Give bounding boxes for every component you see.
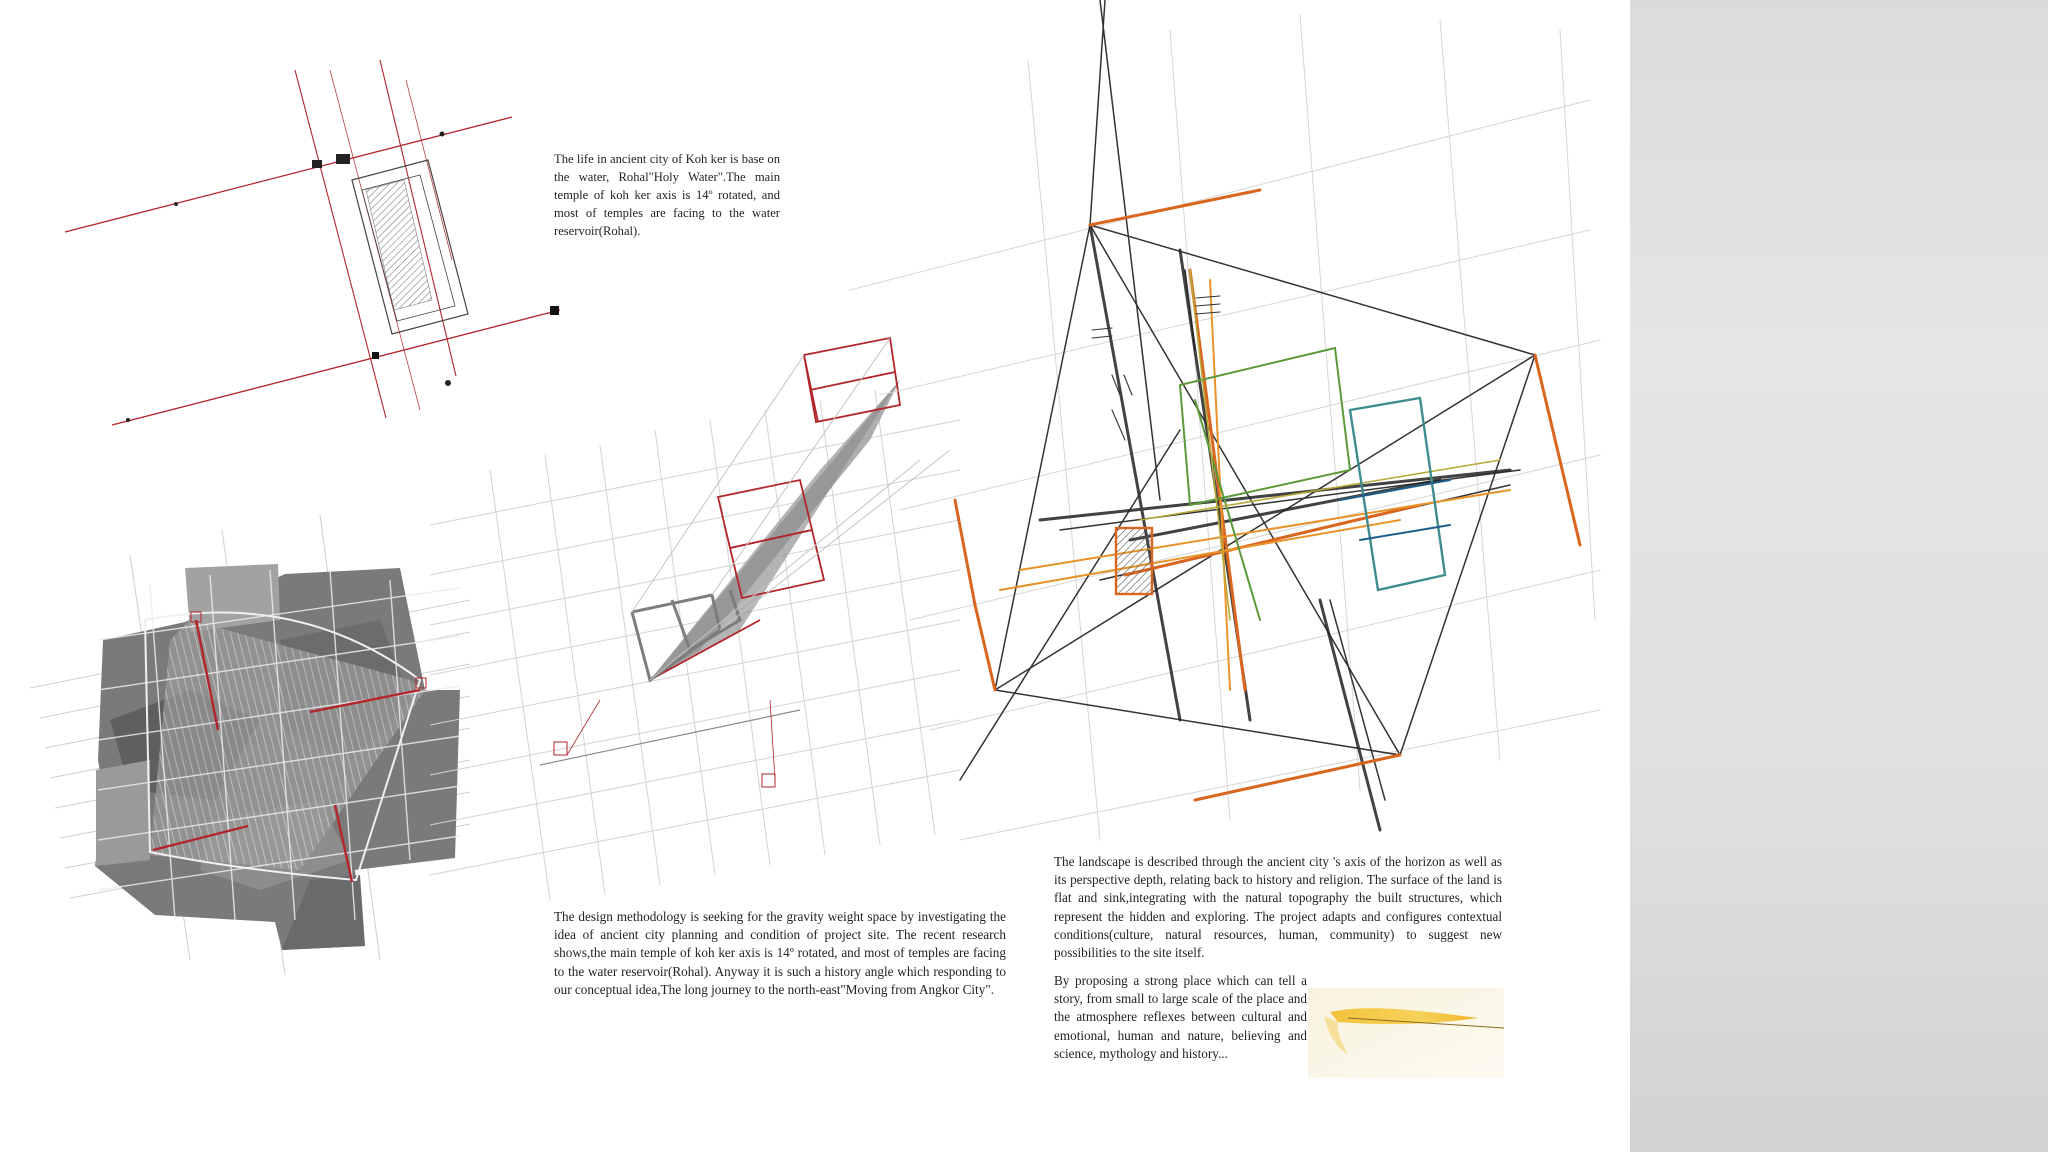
yellow-brush-stroke-image <box>1308 988 1504 1078</box>
side-panel <box>1630 0 2048 1152</box>
conceptual-sketch <box>850 0 1600 840</box>
satellite-site-map <box>30 515 470 975</box>
design-methodology-text: The design methodology is seeking for the gravity weight space by investigating the idea of ancient city planning and condition of project site. The recent research shows,the main temple of koh ker axis is 14º rotated, and most of temples are facing to the water reservoir(Rohal). Anyway it is such a history angle which responding to our conceptual idea,The long journey to the north-east"Moving from Angkor City". <box>554 909 1006 997</box>
strong-place-text: By proposing a strong place which can tell a story, from small to large scale of the place and the atmosphere reflexes between cultural and emotional, human and nature, believing and science, mythology and history... <box>1054 973 1307 1061</box>
koh-ker-intro-text: The life in ancient city of Koh ker is base on the water, Rohal"Holy Water".The main temple of koh ker axis is 14º rotated, and most of temples are facing to the water reservoir(Rohal). <box>554 152 780 238</box>
axis-grid-volumes <box>430 338 960 900</box>
landscape-text: The landscape is described through the ancient city 's axis of the horizon as well as its perspective depth, relating back to history and religion. The surface of the land is flat and sink,integrating with the natural topography the built structures, which represent the hidden and exploring. The project adapts and configures contextual conditions(culture, natural resources, human, community) to suggest new possibilities to the site itself. <box>1054 854 1502 961</box>
temple-axis-diagram <box>65 60 560 425</box>
